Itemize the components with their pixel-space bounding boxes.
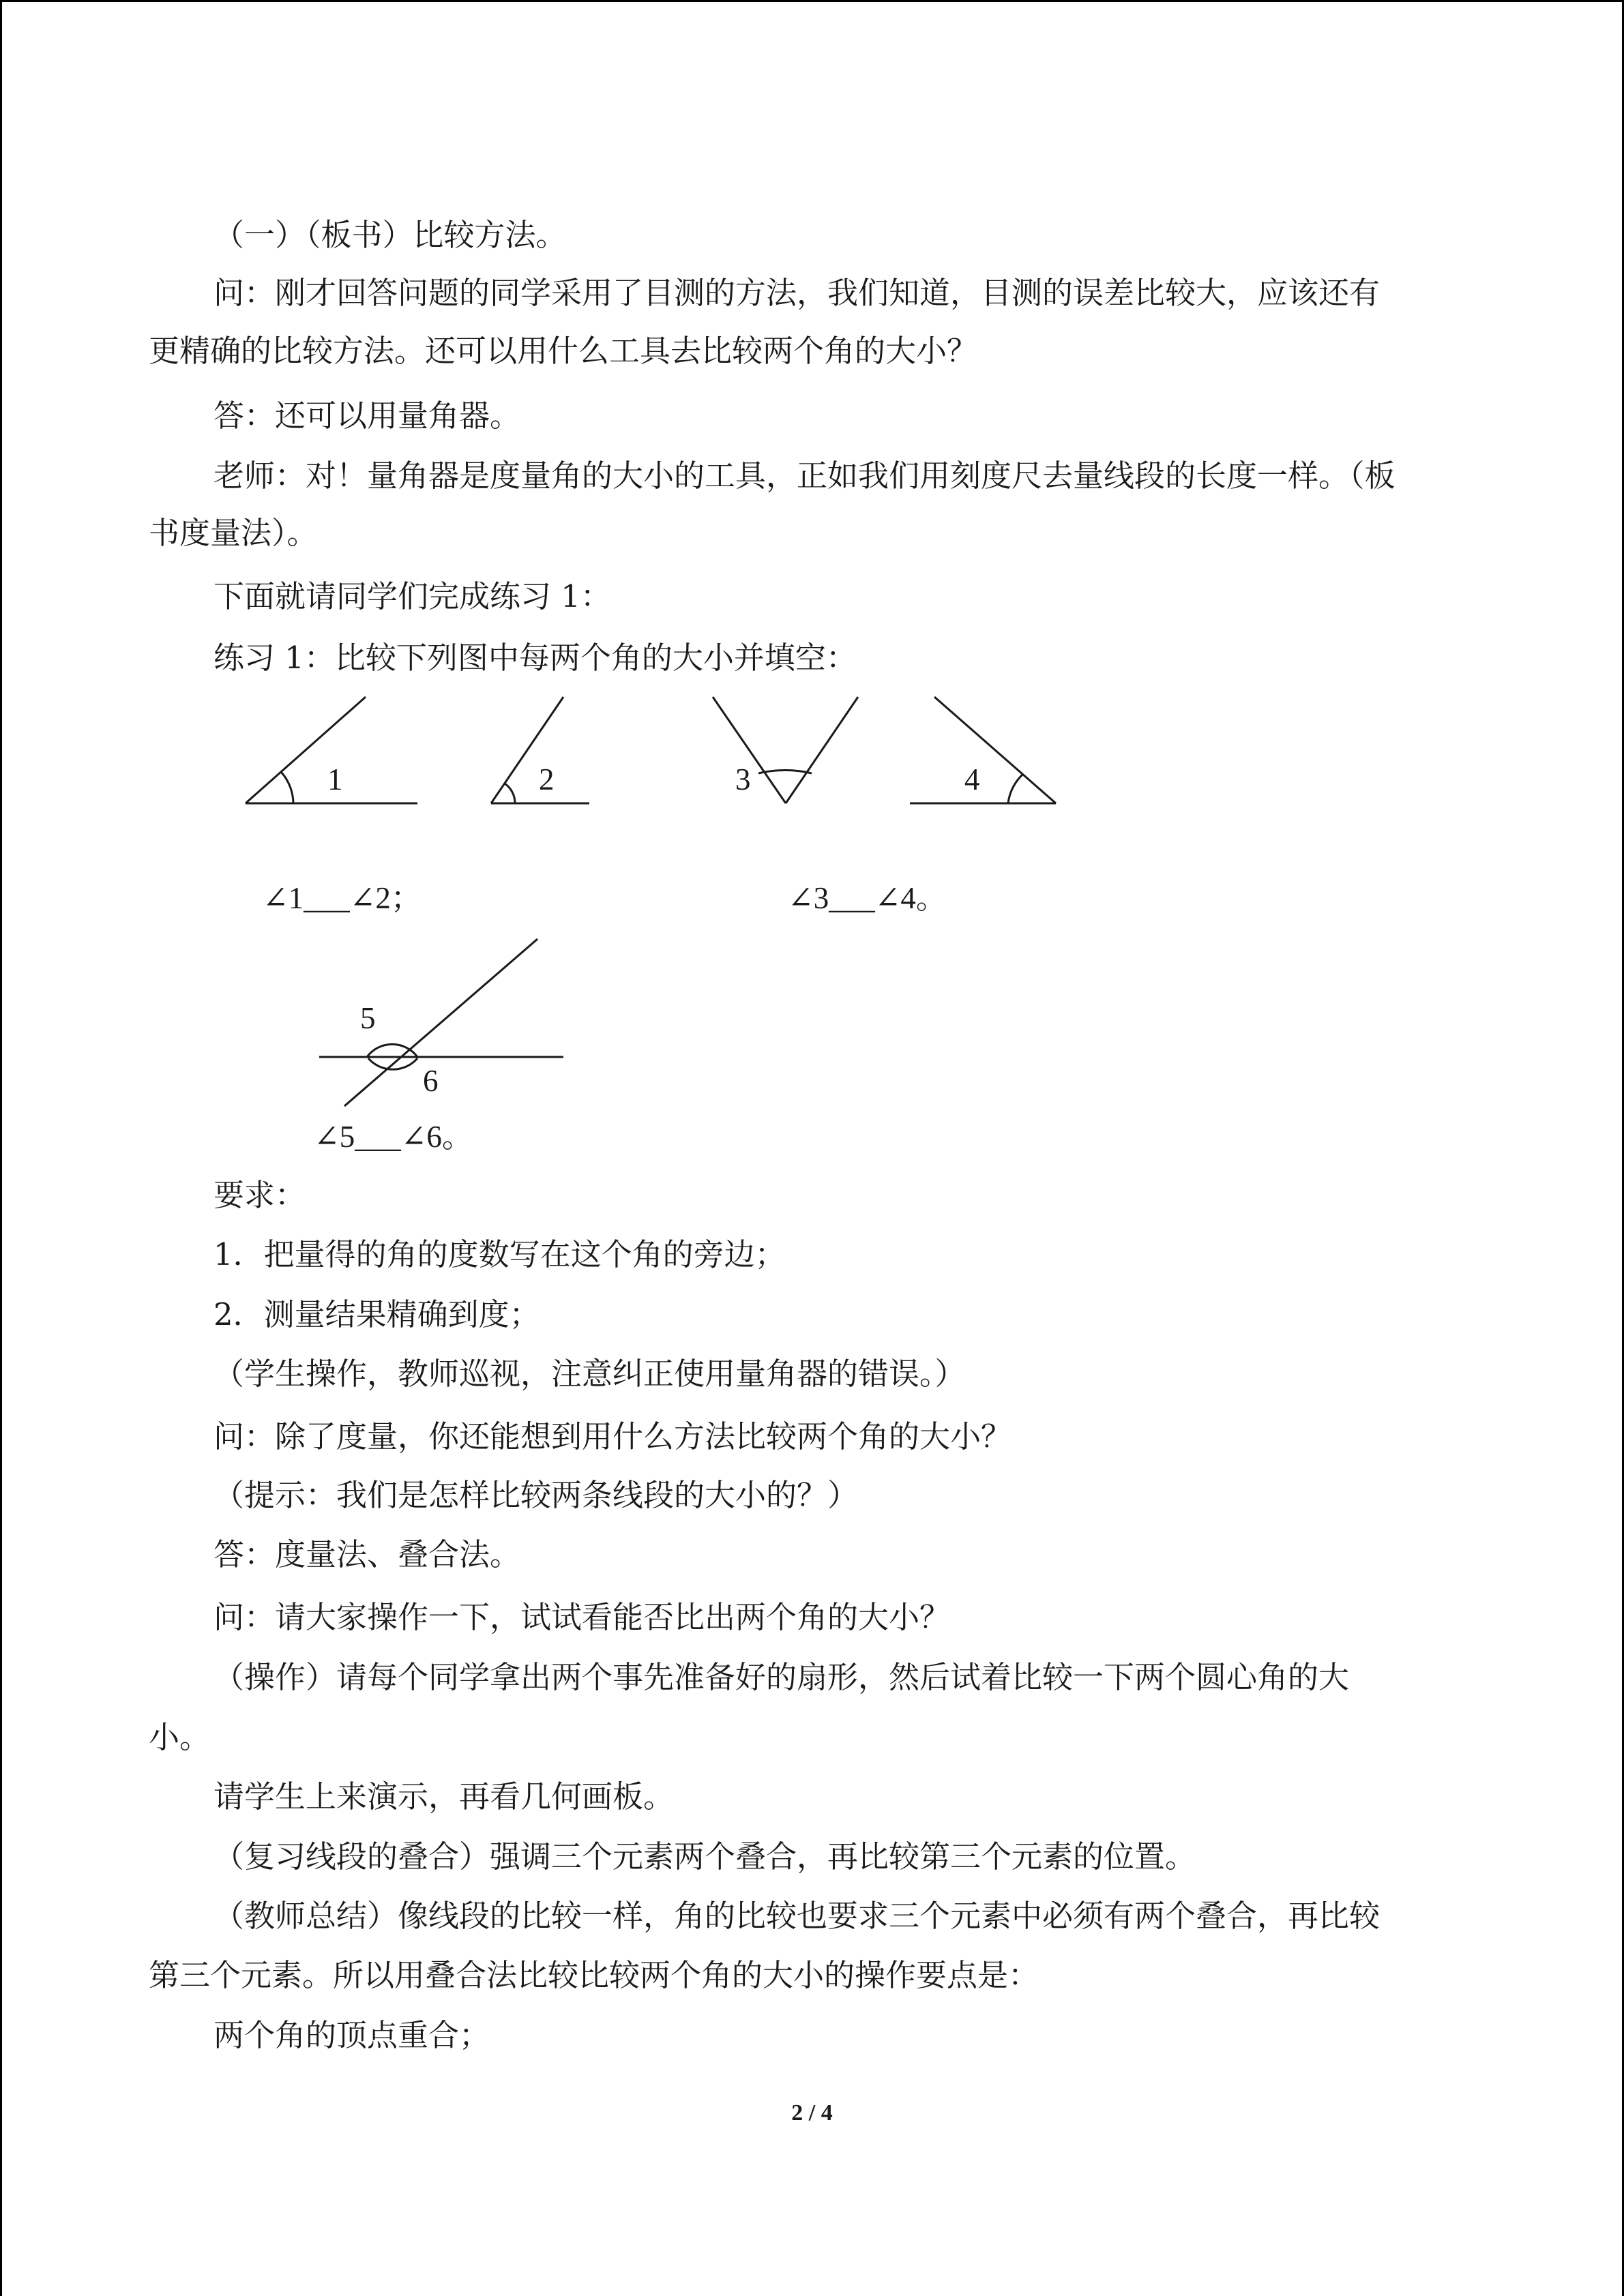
paragraph-teacher: 老师：对！量角器是度量角的大小的工具，正如我们用刻度尺去量线段的长度一样。（板 xyxy=(213,458,1396,494)
angle-label-2: 2 xyxy=(539,762,555,796)
paragraph-student-op: （学生操作，教师巡视，注意纠正使用量角器的错误。） xyxy=(213,1356,966,1392)
page-number: 2 / 4 xyxy=(791,2100,833,2126)
paragraph-operation-cont: 小。 xyxy=(149,1719,211,1755)
paragraph-vertex: 两个角的顶点重合； xyxy=(213,2017,490,2053)
paragraph-demo: 请学生上来演示，再看几何画板。 xyxy=(213,1778,675,1815)
comparison-3-4: ∠3___∠4。 xyxy=(788,881,947,915)
angle-label-3: 3 xyxy=(735,762,751,796)
paragraph-summary-cont: 第三个元素。所以用叠合法比较比较两个角的大小的操作要点是： xyxy=(149,1957,1039,1993)
angle-label-5: 5 xyxy=(360,1001,376,1035)
paragraph-exercise-1: 练习 1：比较下列图中每两个角的大小并填空： xyxy=(213,640,857,676)
paragraph-requirement-1: 1．把量得的角的度数写在这个角的旁边； xyxy=(213,1236,786,1272)
paragraph-requirement-2: 2．测量结果精确到度； xyxy=(213,1296,540,1332)
angle-label-6: 6 xyxy=(423,1064,439,1098)
paragraph-exercise-intro: 下面就请同学们完成练习 1： xyxy=(213,578,611,614)
paragraph-heading: （一）（板书）比较方法。 xyxy=(213,217,567,253)
paragraph-question-1: 问：刚才回答问题的同学采用了目测的方法，我们知道，目测的误差比较大，应该还有 xyxy=(213,275,1381,311)
paragraph-answer-2: 答：度量法、叠合法。 xyxy=(213,1536,521,1572)
comparison-1-2: ∠1___∠2； xyxy=(263,881,422,915)
paragraph-answer-1: 答：还可以用量角器。 xyxy=(213,398,521,434)
paragraph-question-1-cont: 更精确的比较方法。还可以用什么工具去比较两个角的大小？ xyxy=(149,333,978,369)
paragraph-requirements: 要求： xyxy=(213,1177,306,1213)
angle-label-4: 4 xyxy=(964,762,980,796)
paragraph-hint: （提示：我们是怎样比较两条线段的大小的？） xyxy=(213,1477,859,1513)
angle-3-figure xyxy=(713,697,858,803)
angle-5-6-figure xyxy=(319,939,563,1106)
paragraph-summary: （教师总结）像线段的比较一样，角的比较也要求三个元素中必须有两个叠合，再比较 xyxy=(213,1898,1381,1934)
paragraph-review: （复习线段的叠合）强调三个元素两个叠合，再比较第三个元素的位置。 xyxy=(213,1838,1196,1875)
angle-label-1: 1 xyxy=(327,762,343,796)
comparison-5-6: ∠5___∠6。 xyxy=(314,1120,473,1154)
angle-4-figure xyxy=(910,697,1056,803)
paragraph-question-2: 问：除了度量，你还能想到用什么方法比较两个角的大小？ xyxy=(213,1418,1012,1455)
paragraph-teacher-cont: 书度量法）。 xyxy=(149,515,318,551)
paragraph-question-3: 问：请大家操作一下，试试看能否比出两个角的大小？ xyxy=(213,1599,951,1635)
paragraph-operation: （操作）请每个同学拿出两个事先准备好的扇形，然后试着比较一下两个圆心角的大 xyxy=(213,1659,1350,1695)
